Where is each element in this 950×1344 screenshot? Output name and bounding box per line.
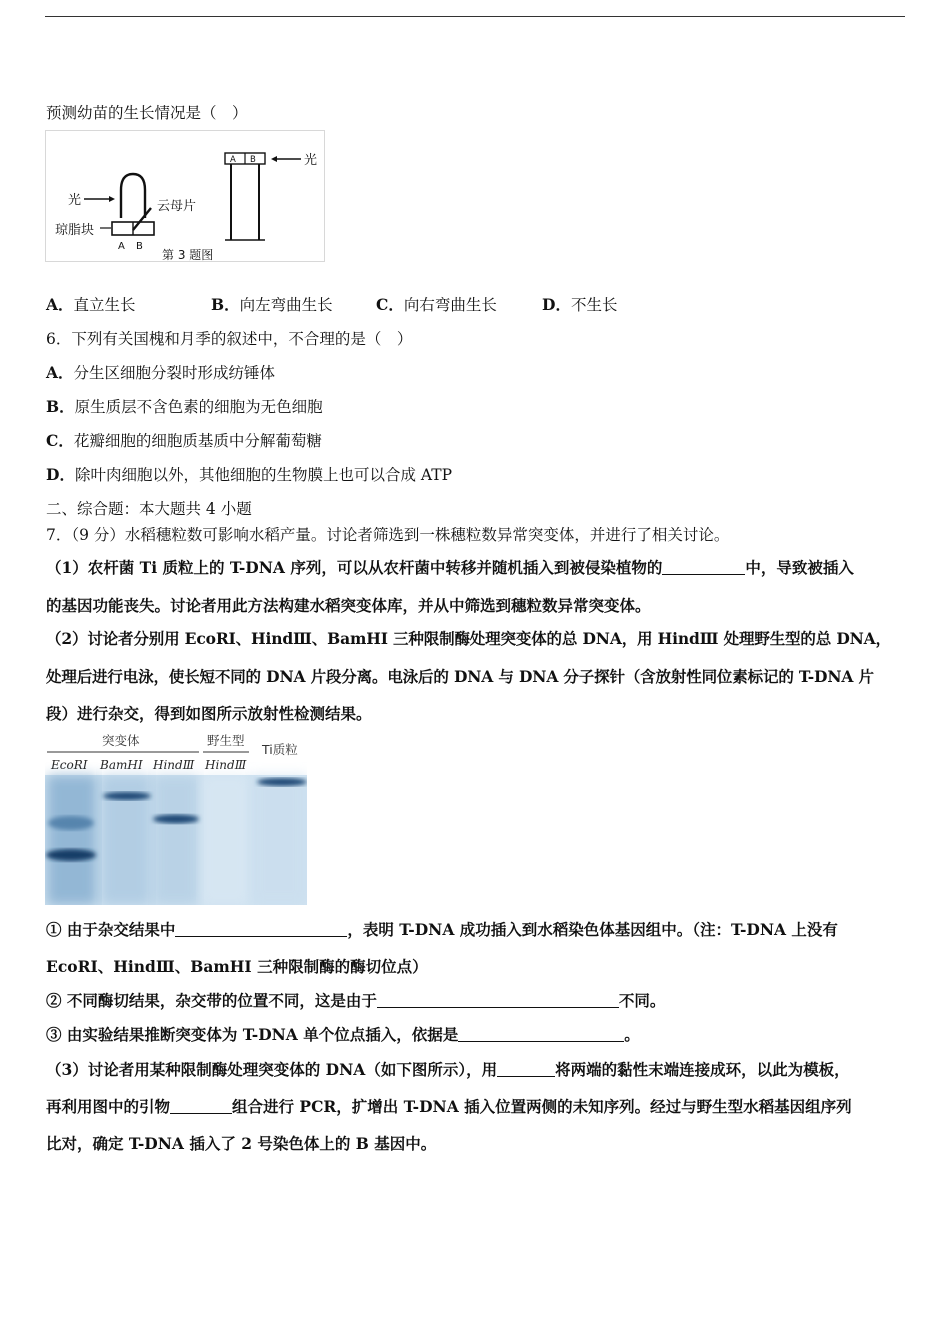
block-b-label-right: B: [250, 155, 256, 165]
phototropism-figure: [45, 130, 325, 262]
q7-stem: 7．（9 分）水稻穗粒数可影响水稻产量。讨论者筛选到一株穗粒数异常突变体，并进行了相关讨论。: [46, 526, 730, 544]
option-letter: B．: [46, 397, 75, 416]
answer-blank-5[interactable]: [497, 1060, 555, 1077]
band-ecori: [46, 849, 96, 861]
option-letter: D．: [46, 465, 75, 484]
option-text: 向右弯曲生长: [403, 296, 497, 314]
q7-p1a: （1）农杆菌 Ti 质粒上的 T-DNA 序列，可以从农杆菌中转移并随机插入到被侵染植物的: [46, 558, 663, 577]
lane-3-smear: [153, 775, 199, 905]
q7-part1-line2: 的基因功能丧失。讨论者用此方法构建水稻突变体库，并从中筛选到穗粒数异常突变体。: [46, 596, 651, 615]
block-b-label: B: [136, 241, 143, 252]
block-a-label-right: A: [230, 155, 236, 165]
q6-option-d: [46, 465, 452, 485]
q7-part3-line2: [46, 1097, 852, 1117]
answer-blank-1[interactable]: [662, 558, 745, 575]
option-text: 分生区细胞分裂时形成纺锤体: [73, 364, 276, 382]
option-text: 花瓣细胞的细胞质基质中分解葡萄糖: [73, 432, 322, 450]
option-letter: D．: [542, 295, 571, 314]
option-text: 向左弯曲生长: [239, 296, 333, 314]
q5-stem: 预测幼苗的生长情况是（ ）: [46, 104, 248, 122]
q7-part3-line1: [46, 1060, 850, 1080]
mica-label: 云母片: [157, 199, 197, 214]
band-hindiii-mutant: [153, 815, 199, 824]
band-ecori-upper: [48, 816, 94, 830]
q7-sub1-line2: EcoRⅠ、HindⅢ、BamHⅠ 三种限制酶的酶切位点）: [46, 957, 428, 976]
q7-s2b: 不同。: [618, 991, 666, 1010]
option-letter: A．: [46, 295, 74, 314]
q7-s3a: ③ 由实验结果推断突变体为 T-DNA 单个位点插入，依据是: [46, 1025, 459, 1044]
answer-blank-6[interactable]: [170, 1097, 232, 1114]
mutant-header: 突变体: [102, 733, 140, 748]
q7-p3d: 组合进行 PCR，扩增出 T-DNA 插入位置两侧的未知序列。经过与野生型水稻基因组序列: [232, 1097, 852, 1116]
q7-part1-line1: [46, 558, 854, 578]
answer-blank-2[interactable]: [175, 920, 347, 937]
section-heading: 二、综合题：本大题共 4 小题: [46, 500, 252, 518]
q7-s1a: ① 由于杂交结果中: [46, 920, 176, 939]
option-letter: C．: [46, 431, 74, 450]
gel-figure: [45, 730, 307, 905]
option-text: 不生长: [570, 296, 618, 314]
lane-1-smear: [47, 775, 97, 905]
q7-part2-line1: （2）讨论者分别用 EcoRⅠ、HindⅢ、BamHⅠ 三种限制酶处理突变体的总 DNA，用 HindⅢ 处理野生型的总 DNA，: [46, 629, 891, 648]
wildtype-header: 野生型: [207, 733, 245, 748]
lane-label-3: HindⅢ: [153, 758, 195, 772]
light-label-left: 光: [68, 193, 82, 208]
option-text: 原生质层不含色素的细胞为无色细胞: [74, 398, 323, 416]
band-ti-plasmid: [257, 778, 307, 786]
lane-label-4: HindⅢ: [205, 758, 247, 772]
ti-plasmid-header: Ti质粒: [262, 742, 298, 757]
option-d: [542, 295, 617, 315]
lane-4-smear: [201, 775, 249, 905]
q7-sub2: [46, 991, 665, 1011]
header-rule: [45, 16, 905, 17]
q7-part2-line3: 段）进行杂交，得到如图所示放射性检测结果。: [46, 704, 372, 723]
answer-blank-3[interactable]: [377, 991, 619, 1008]
q7-part2-line2: 处理后进行电泳，使长短不同的 DNA 片段分离。电泳后的 DNA 与 DNA 分子探针（含放射性同位素标记的 T-DNA 片: [46, 667, 874, 686]
q7-s1b: ，表明 T-DNA 成功插入到水稻染色体基因组中。（注：T-DNA 上没有: [347, 920, 838, 939]
option-c: [376, 295, 497, 315]
lane-label-1: EcoRⅠ: [51, 758, 88, 772]
option-text: 直立生长: [73, 296, 136, 314]
block-a-label: A: [118, 241, 125, 252]
option-b: [211, 295, 333, 315]
lane-label-2: BamHⅠ: [100, 758, 143, 772]
q7-p1b: 中，导致被插入: [745, 558, 854, 577]
q7-sub1-line1: [46, 920, 838, 940]
band-bamhi: [103, 792, 151, 800]
q7-p3a: （3）讨论者用某种限制酶处理突变体的 DNA（如下图所示），用: [46, 1060, 498, 1079]
q6-option-a: [46, 363, 275, 383]
agar-label: 琼脂块: [55, 223, 95, 238]
q7-sub3: [46, 1025, 640, 1045]
option-a: [46, 295, 136, 315]
option-letter: C．: [376, 295, 404, 314]
option-text: 除叶肉细胞以外，其他细胞的生物膜上也可以合成 ATP: [74, 466, 452, 484]
q7-part3-line3: 比对，确定 T-DNA 插入了 2 号染色体上的 B 基因中。: [46, 1134, 437, 1153]
option-letter: A．: [46, 363, 74, 382]
option-letter: B．: [211, 295, 240, 314]
q6-stem: 6．下列有关国槐和月季的叙述中，不合理的是（ ）: [46, 330, 413, 348]
light-label-right: 光: [304, 153, 318, 168]
q7-p3c: 再利用图中的引物: [46, 1097, 171, 1116]
q6-option-b: [46, 397, 323, 417]
answer-blank-4[interactable]: [458, 1025, 624, 1042]
q7-s2a: ② 不同酶切结果，杂交带的位置不同，这是由于: [46, 991, 377, 1010]
lane-5-smear: [251, 775, 307, 905]
q6-option-c: [46, 431, 322, 451]
q7-p3b: 将两端的黏性末端连接成环，以此为模板，: [555, 1060, 850, 1079]
figure-caption: 第 3 题图: [162, 248, 214, 262]
q7-s3b: 。: [624, 1025, 640, 1044]
